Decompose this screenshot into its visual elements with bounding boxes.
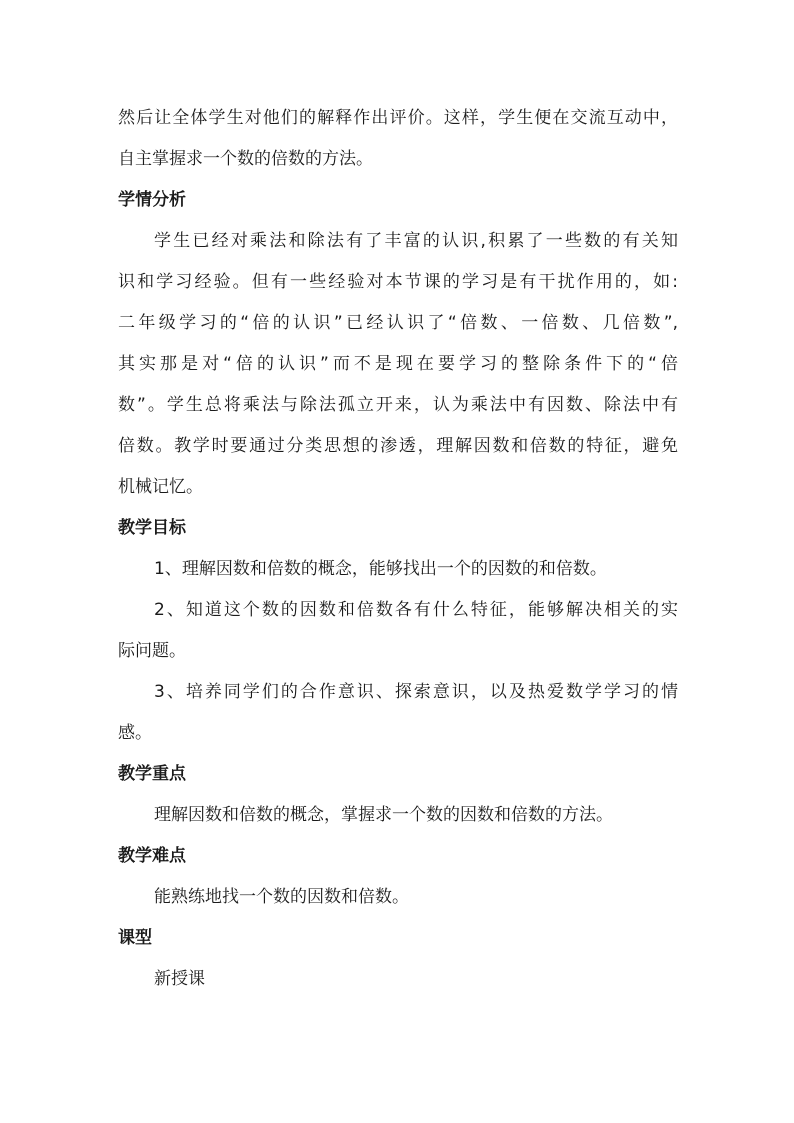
section-heading-difficulties: 教学难点 — [118, 846, 186, 866]
paragraph-line: 然后让全体学生对他们的解释作出评价。这样，学生便在交流互动中， — [118, 108, 678, 128]
learning-analysis-paragraph — [118, 221, 678, 508]
paragraph-line: 其实那是对“倍的认识”而不是现在要学习的整除条件下的“倍 — [118, 354, 678, 374]
lesson-type-text: 新授课 — [154, 969, 205, 989]
paragraph-line: 感。 — [118, 723, 152, 743]
key-points-text: 理解因数和倍数的概念，掌握求一个数的因数和倍数的方法。 — [154, 805, 613, 825]
paragraph-line: 二年级学习的“倍的认识”已经认识了“倍数、一倍数、几倍数”, — [118, 313, 678, 333]
difficulties-text: 能熟练地找一个数的因数和倍数。 — [154, 887, 409, 907]
teaching-goal-3 — [118, 672, 678, 754]
paragraph-line: 数”。学生总将乘法与除法孤立开来，认为乘法中有因数、除法中有 — [118, 395, 678, 415]
section-heading-lesson-type: 课型 — [118, 928, 152, 948]
intro-paragraph — [118, 98, 678, 180]
teaching-goal-1 — [118, 549, 678, 590]
paragraph-line: 际问题。 — [118, 641, 186, 661]
paragraph-line: 1、理解因数和倍数的概念，能够找出一个的因数的和倍数。 — [154, 559, 607, 579]
section-heading-learning-analysis: 学情分析 — [118, 190, 186, 210]
paragraph-line: 机械记忆。 — [118, 477, 203, 497]
teaching-goal-2 — [118, 590, 678, 672]
document-page — [118, 98, 678, 1000]
paragraph-line: 识和学习经验。但有一些经验对本节课的学习是有干扰作用的，如: — [118, 272, 678, 292]
paragraph-line: 自主掌握求一个数的倍数的方法。 — [118, 149, 373, 169]
paragraph-line: 3、培养同学们的合作意识、探索意识，以及热爱数学学习的情 — [154, 682, 678, 702]
paragraph-line: 学生已经对乘法和除法有了丰富的认识,积累了一些数的有关知 — [154, 231, 678, 251]
paragraph-line: 倍数。教学时要通过分类思想的渗透，理解因数和倍数的特征，避免 — [118, 436, 678, 456]
section-heading-key-points: 教学重点 — [118, 764, 186, 784]
paragraph-line: 2、知道这个数的因数和倍数各有什么特征，能够解决相关的实 — [154, 600, 678, 620]
section-heading-teaching-goals: 教学目标 — [118, 518, 186, 538]
